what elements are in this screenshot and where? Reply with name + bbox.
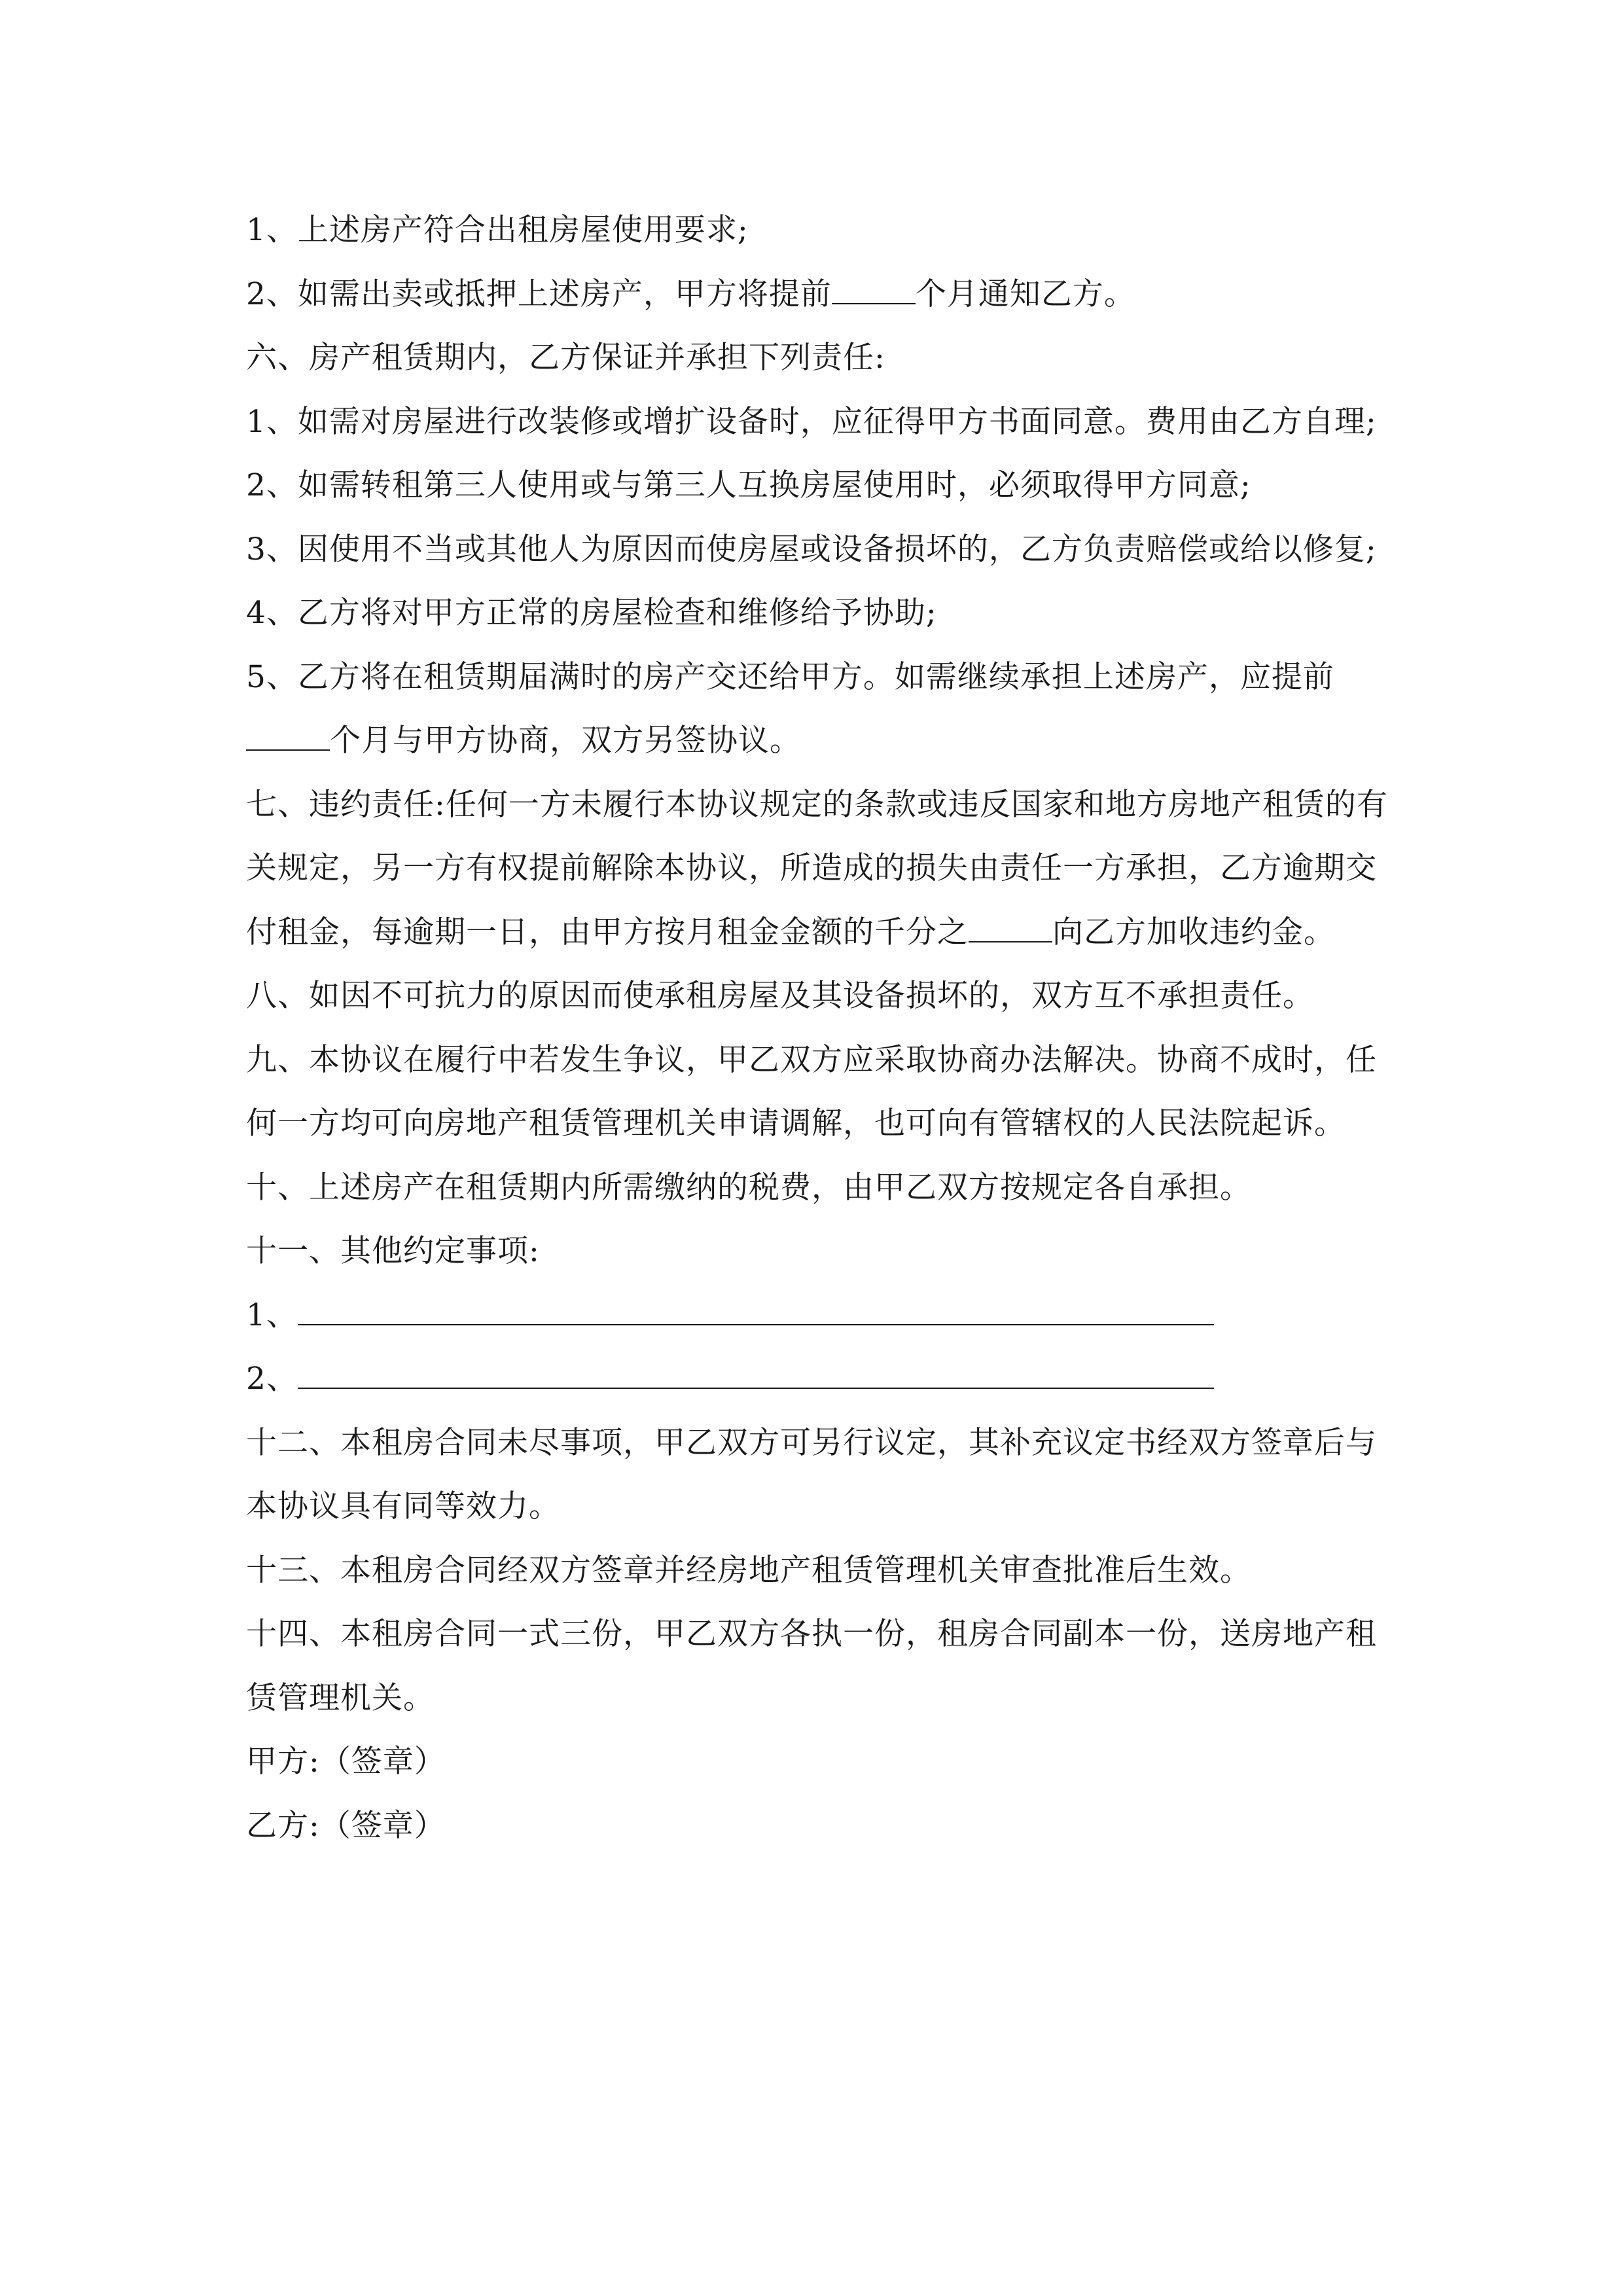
- fill-in-blank: [246, 722, 330, 751]
- paragraph: 十四、本租房合同一式三份，甲乙双方各执一份，租房合同副本一份，送房地产租赁管理机关。: [246, 1616, 1377, 1716]
- paragraph-text: 个月与甲方协商，双方另签协议。: [330, 723, 801, 759]
- paragraph-text: 2、如需出卖或抵押上述房产，甲方将提前: [246, 276, 832, 312]
- paragraph: 十、上述房产在租赁期内所需缴纳的税费，由甲乙双方按规定各自承担。: [246, 1169, 1251, 1206]
- paragraph: 1、上述房产符合出租房屋使用要求;: [246, 212, 749, 248]
- paragraph: 4、乙方将对甲方正常的房屋检查和维修给予协助;: [246, 595, 937, 631]
- paragraph: [246, 262, 1398, 327]
- paragraph: 1、如需对房屋进行改装修或增扩设备时，应征得甲方书面同意。费用由乙方自理;: [246, 403, 1377, 440]
- signature-party-b: 乙方:（签章）: [246, 1807, 446, 1844]
- paragraph: 八、如因不可抗力的原因而使承租房屋及其设备损坏的，双方互不承担责任。: [246, 978, 1314, 1014]
- item-number: 1、: [246, 1297, 298, 1333]
- fill-in-blank: [832, 275, 916, 304]
- signature-party-a: 甲方:（签章）: [246, 1744, 446, 1780]
- paragraph: [246, 645, 1398, 773]
- paragraph-text: 向乙方加收违约金。: [1052, 914, 1335, 950]
- paragraph-text: 七、违约责任:任何一方未履行本协议规定的条款或违反国家和地方房地产租赁的有关规定，另一方有权提前解除本协议，所造成的损失由责任一方承担，乙方逾期交付租金，每逾期一日，由甲方按月租金金额的千分之: [246, 786, 1388, 950]
- fill-in-line: [298, 1360, 1214, 1389]
- section-heading: 六、房产租赁期内，乙方保证并承担下列责任:: [246, 340, 885, 376]
- paragraph: 九、本协议在履行中若发生争议，甲乙双方应采取协商办法解决。协商不成时，任何一方均可向房地产租赁管理机关申请调解，也可向有管辖权的人民法院起诉。: [246, 1041, 1377, 1141]
- item-number: 2、: [246, 1361, 298, 1397]
- fill-in-blank: [969, 913, 1052, 942]
- paragraph: 3、因使用不当或其他人为原因而使房屋或设备损坏的，乙方负责赔偿或给以修复;: [246, 531, 1377, 567]
- paragraph-text: 个月通知乙方。: [915, 276, 1135, 312]
- paragraph: [246, 773, 1398, 965]
- document-body: [246, 198, 1398, 1857]
- fill-in-line: [298, 1296, 1214, 1325]
- other-item-line: [246, 1347, 1398, 1411]
- paragraph: 2、如需转租第三人使用或与第三人互换房屋使用时，必须取得甲方同意;: [246, 467, 1251, 503]
- other-item-line: [246, 1283, 1398, 1348]
- section-heading: 十一、其他约定事项:: [246, 1233, 540, 1269]
- paragraph: 十三、本租房合同经双方签章并经房地产租赁管理机关审查批准后生效。: [246, 1552, 1251, 1588]
- paragraph-text: 5、乙方将在租赁期届满时的房产交还给甲方。如需继续承担上述房产，应提前: [246, 658, 1334, 695]
- paragraph: 十二、本租房合同未尽事项，甲乙双方可另行议定，其补充议定书经双方签章后与本协议具有同等效力。: [246, 1424, 1377, 1524]
